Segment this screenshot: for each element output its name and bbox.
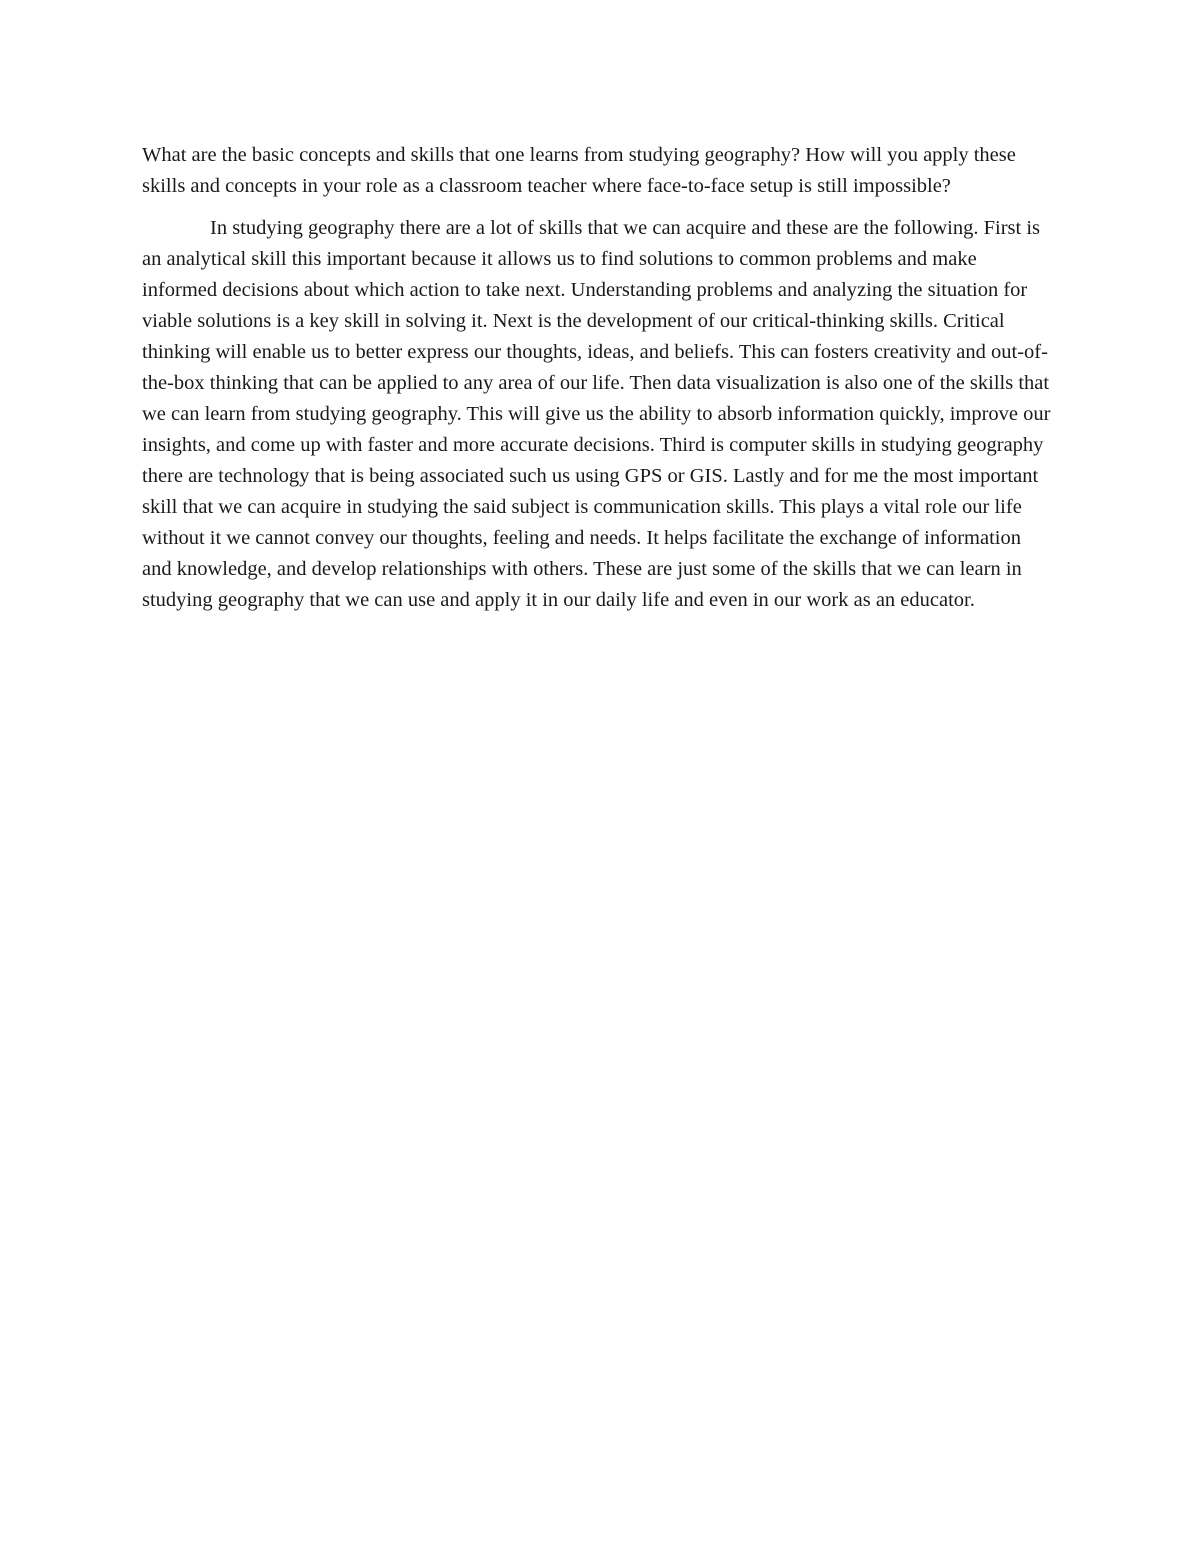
document-body	[142, 140, 1054, 616]
answer-paragraph: In studying geography there are a lot of skills that we can acquire and these are the following. First is an analytical skill this important because it allows us to find solutions to common problems and make informed decisions about which action to take next. Understanding problems and analyzing the situation for viable solutions is a key skill in solving it. Next is the development of our critical-thinking skills. Critical thinking will enable us to better express our thoughts, ideas, and beliefs. This can fosters creativity and out-of-the-box thinking that can be applied to any area of our life. Then data visualization is also one of the skills that we can learn from studying geography. This will give us the ability to absorb information quickly, improve our insights, and come up with faster and more accurate decisions. Third is computer skills in studying geography there are technology that is being associated such us using GPS or GIS. Lastly and for me the most important skill that we can acquire in studying the said subject is communication skills. This plays a vital role our life without it we cannot convey our thoughts, feeling and needs. It helps facilitate the exchange of information and knowledge, and develop relationships with others. These are just some of the skills that we can learn in studying geography that we can use and apply it in our daily life and even in our work as an educator.	[142, 217, 1051, 611]
question-paragraph: What are the basic concepts and skills that one learns from studying geography? How will you apply these skills and concepts in your role as a classroom teacher where face-to-face setup is still impossible?	[142, 144, 1016, 197]
